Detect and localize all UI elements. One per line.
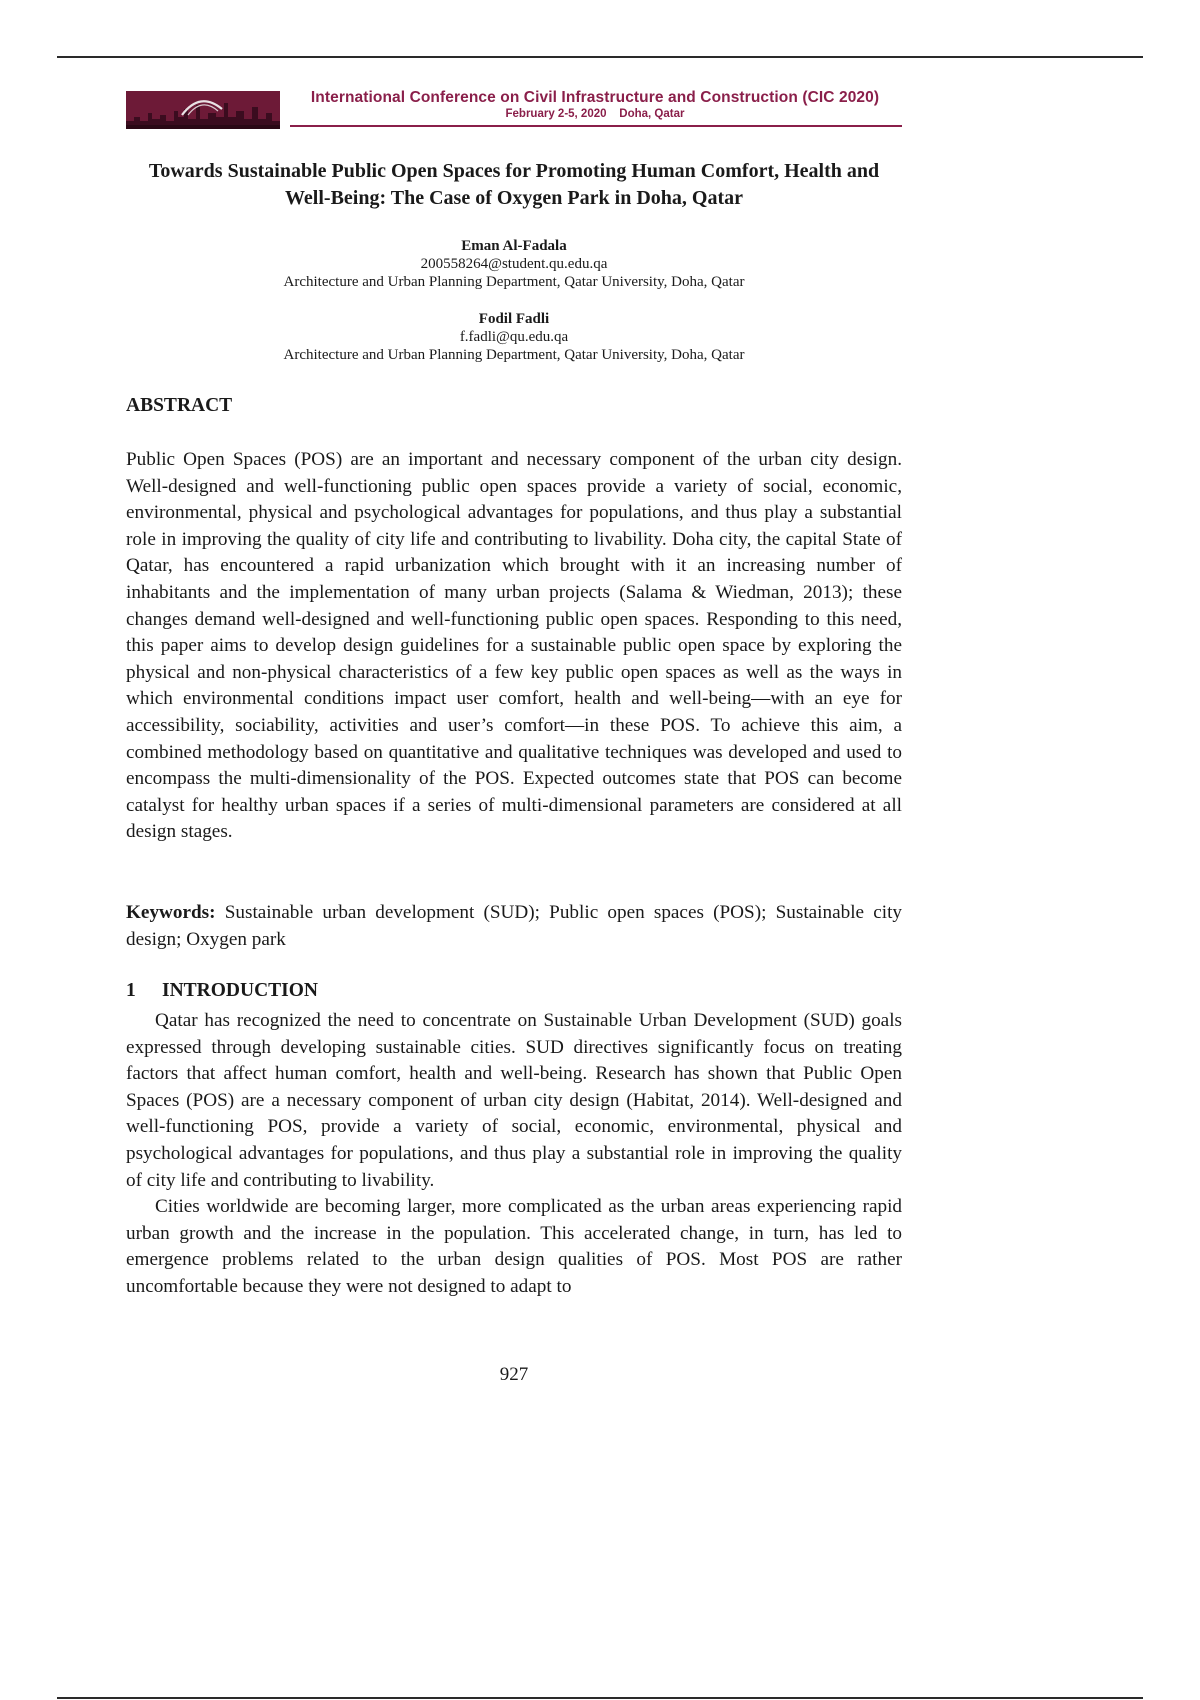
author-name: Eman Al-Fadala <box>461 238 567 254</box>
conference-title: International Conference on Civil Infrastructure and Construction (CIC 2020) <box>310 89 880 106</box>
author-block <box>126 310 902 364</box>
abstract-body: Public Open Spaces (POS) are an important and necessary component of the urban city design. Well-designed and well-functioning public open spaces provide a variety of social, economic, environmental, physical and psychological advantages for populations, and thus play a substantial role in improving the quality of city life and contributing to livability. Doha city, the capital State of Qatar, has encountered a rapid urbanization which brought with it an increasing number of inhabitants and the implementation of many urban projects (Salama & Wiedman, 2013); these changes demand well-designed and well-functioning public open spaces. Responding to this need, this paper aims to develop design guidelines for a sustainable public open space by exploring the physical and non-physical characteristics of a few key public open spaces as well as the ways in which environmental conditions impact user comfort, health and well-being—with an eye for accessibility, sociability, activities and user’s comfort—in these POS. To achieve this aim, a combined methodology based on quantitative and qualitative techniques was developed and used to encompass the multi-dimensionality of the POS. Expected outcomes state that POS can become catalyst for healthy urban spaces if a series of multi-dimensional parameters are considered at all design stages. <box>126 449 902 843</box>
paper-title: Towards Sustainable Public Open Spaces for Promoting Human Comfort, Health and Well-Being: The Case of Oxygen Park in Doha, Qatar <box>148 160 880 209</box>
paragraph: Cities worldwide are becoming larger, more complicated as the urban areas experiencing rapid urban growth and the increase in the population. This accelerated change, in turn, has led to emergence problems related to the urban design qualities of POS. Most POS are rather uncomfortable because they were not designed to adapt to <box>126 1196 902 1297</box>
section-number: 1 <box>126 980 136 1001</box>
author-affiliation: Architecture and Urban Planning Department, Qatar University, Doha, Qatar <box>283 347 745 363</box>
author-block <box>126 237 902 291</box>
keywords-label: Keywords: <box>126 902 216 923</box>
conference-header-text <box>288 88 902 121</box>
author-name: Fodil Fadli <box>478 311 550 327</box>
author-email: 200558264@student.qu.edu.qa <box>420 256 608 272</box>
keywords-text: Sustainable urban development (SUD); Public open spaces (POS); Sustainable city design; Oxygen park <box>126 902 903 950</box>
conference-header <box>126 88 902 130</box>
conference-date-location: February 2-5, 2020 Doha, Qatar <box>505 108 685 120</box>
conference-underline <box>290 125 902 127</box>
author-email: f.fadli@qu.edu.qa <box>459 329 569 345</box>
introduction-heading <box>126 980 318 1002</box>
top-rule <box>57 56 1143 58</box>
section-title: INTRODUCTION <box>162 980 319 1001</box>
paragraph: Qatar has recognized the need to concentrate on Sustainable Urban Development (SUD) goals expressed through developing sustainable cities. SUD directives significantly focus on treating factors that affect human comfort, health and well-being. Research has shown that Public Open Spaces (POS) are a necessary component of urban city design (Habitat, 2014). Well-designed and well-functioning POS, provide a variety of social, economic, environmental, physical and psychological advantages for populations, and thus play a substantial role in improving the quality of city life and contributing to livability. <box>126 1010 902 1191</box>
introduction-body <box>126 1008 902 1301</box>
author-affiliation: Architecture and Urban Planning Department, Qatar University, Doha, Qatar <box>283 274 745 290</box>
page-number: 927 <box>499 1364 529 1385</box>
keywords <box>126 900 902 953</box>
bottom-rule <box>57 1697 1143 1699</box>
abstract-heading: ABSTRACT <box>126 395 233 416</box>
conference-logo-icon <box>126 91 280 129</box>
